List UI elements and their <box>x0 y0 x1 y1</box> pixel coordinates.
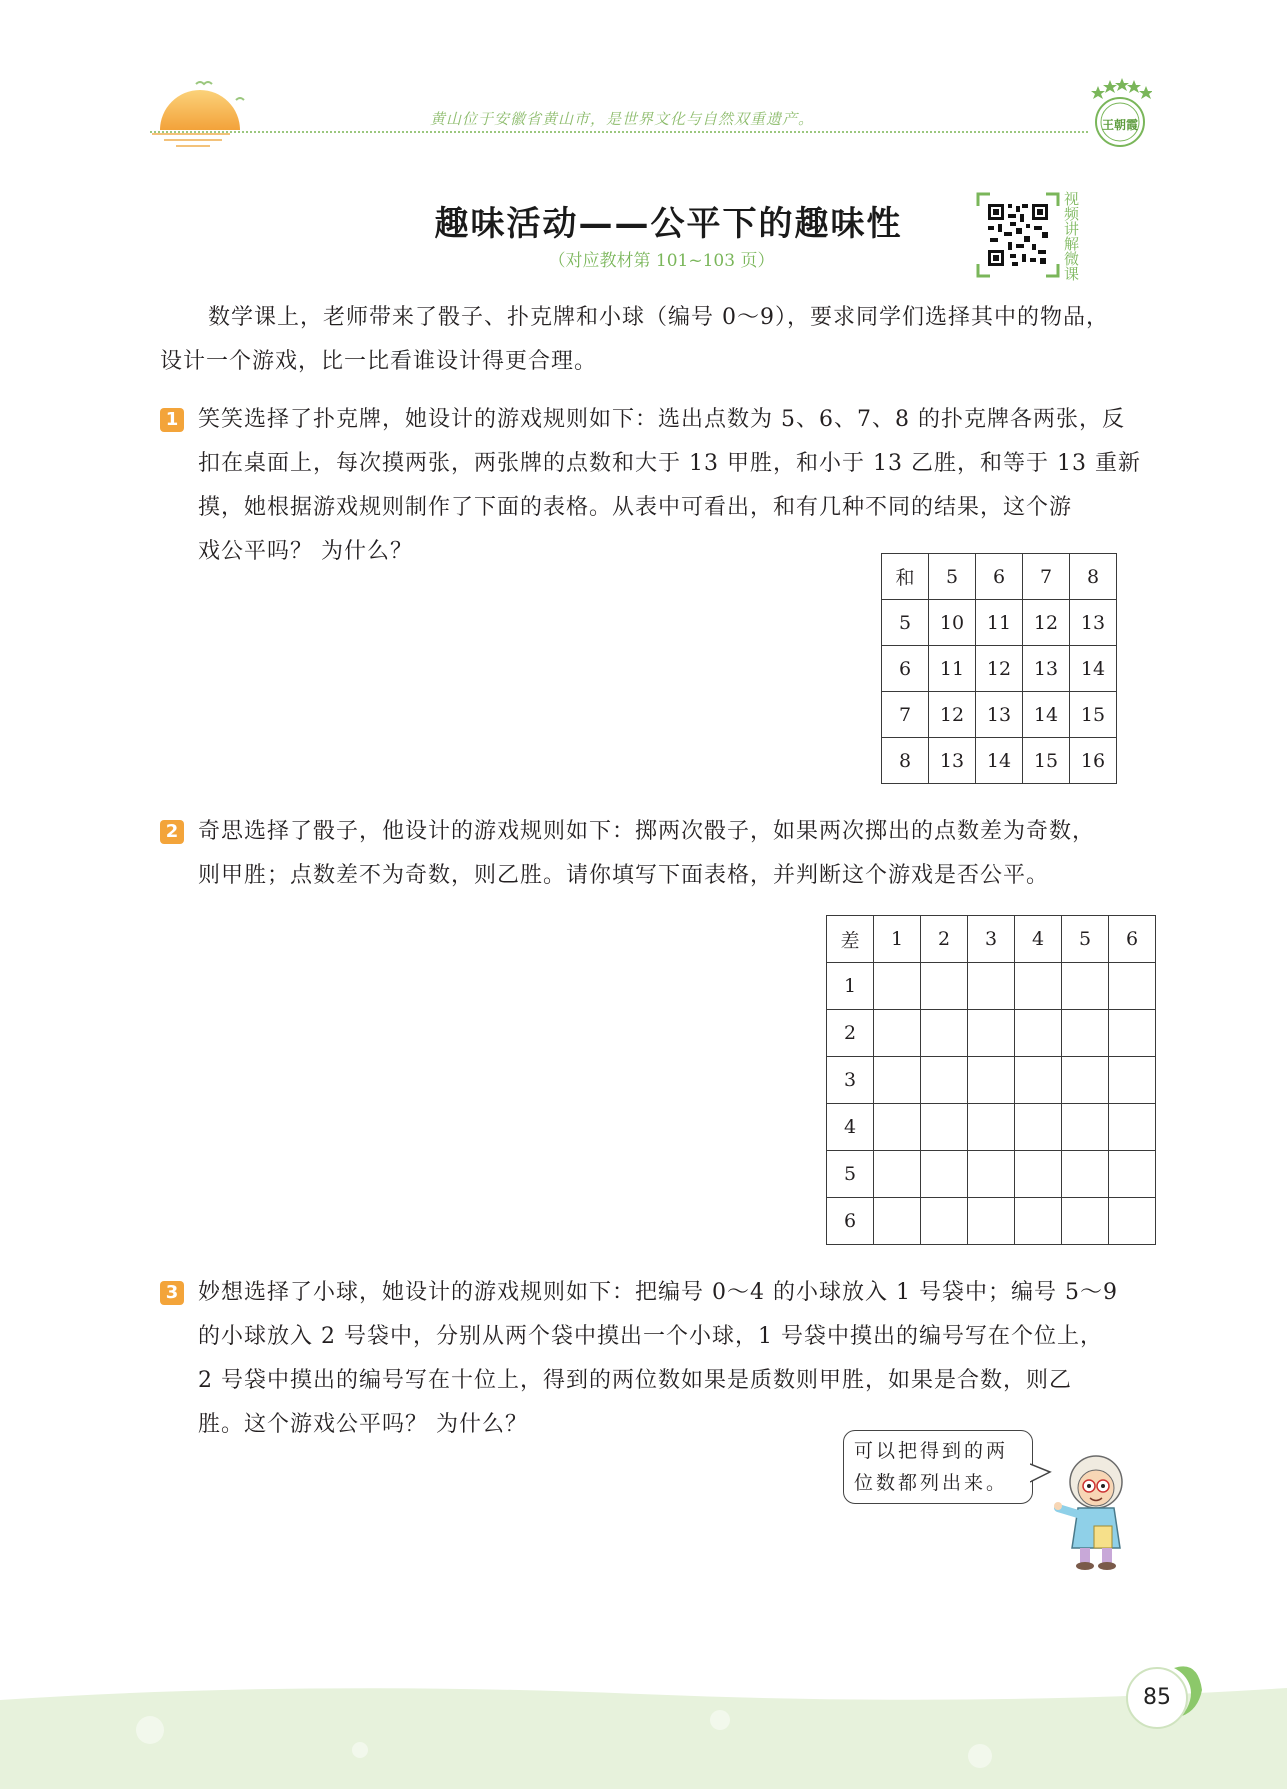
answer-cell[interactable] <box>1015 1057 1062 1104</box>
footer-decoration <box>0 1680 1287 1789</box>
answer-cell[interactable] <box>874 1151 921 1198</box>
question-number-badge: 1 <box>160 408 184 432</box>
answer-cell[interactable] <box>1015 1104 1062 1151</box>
table-row <box>882 692 1117 738</box>
table-row <box>827 1104 1156 1151</box>
table-cell: 5 <box>827 1151 874 1198</box>
table-cell: 2 <box>921 916 968 963</box>
answer-cell[interactable] <box>968 1104 1015 1151</box>
qr-code-block[interactable] <box>976 190 1082 283</box>
header-divider <box>150 131 1088 133</box>
answer-cell[interactable] <box>1062 1151 1109 1198</box>
bubble-line: 可以把得到的两 <box>854 1440 1009 1462</box>
answer-cell[interactable] <box>968 1010 1015 1057</box>
professor-character-icon <box>1050 1448 1140 1572</box>
table-row <box>882 600 1117 646</box>
answer-cell[interactable] <box>1015 1198 1062 1245</box>
table-cell: 8 <box>882 738 929 784</box>
intro-line: 设计一个游戏，比一比看谁设计得更合理。 <box>160 349 598 374</box>
table-cell: 13 <box>1023 646 1070 692</box>
answer-cell[interactable] <box>1109 1104 1156 1151</box>
answer-cell[interactable] <box>1109 1057 1156 1104</box>
table-cell: 6 <box>882 646 929 692</box>
answer-cell[interactable] <box>1015 1151 1062 1198</box>
table-cell: 1 <box>874 916 921 963</box>
table-row <box>827 1010 1156 1057</box>
answer-cell[interactable] <box>1062 1057 1109 1104</box>
table-cell: 1 <box>827 963 874 1010</box>
intro-paragraph <box>160 296 1160 384</box>
answer-cell[interactable] <box>921 1057 968 1104</box>
question-line: 摸，她根据游戏规则制作了下面的表格。从表中可看出，和有几种不同的结果，这个游 <box>198 495 1073 520</box>
question-1-text <box>198 398 1160 574</box>
question-line: 笑笑选择了扑克牌，她设计的游戏规则如下：选出点数为 5、6、7、8 的扑克牌各两张，反 <box>198 407 1125 432</box>
table-cell: 13 <box>929 738 976 784</box>
answer-cell[interactable] <box>1015 963 1062 1010</box>
page-title: 趣味活动——公平下的趣味性 <box>434 204 903 244</box>
answer-cell[interactable] <box>921 963 968 1010</box>
table-row <box>827 1057 1156 1104</box>
table-cell: 6 <box>976 554 1023 600</box>
question-number-badge: 3 <box>160 1281 184 1305</box>
table-cell: 11 <box>929 646 976 692</box>
table-row <box>827 1198 1156 1245</box>
answer-cell[interactable] <box>1109 963 1156 1010</box>
answer-cell[interactable] <box>921 1151 968 1198</box>
answer-cell[interactable] <box>1062 1198 1109 1245</box>
hint-speech-bubble <box>843 1430 1033 1504</box>
answer-cell[interactable] <box>1109 1151 1156 1198</box>
intro-line: 数学课上，老师带来了骰子、扑克牌和小球（编号 0～9），要求同学们选择其中的物品， <box>208 305 1109 330</box>
table-cell: 7 <box>882 692 929 738</box>
answer-cell[interactable] <box>968 1198 1015 1245</box>
sum-table <box>881 553 1117 784</box>
table-cell: 2 <box>827 1010 874 1057</box>
table-cell: 12 <box>976 646 1023 692</box>
qr-label: 视频讲解微课 <box>1064 190 1080 283</box>
table-cell: 5 <box>882 600 929 646</box>
table-cell: 12 <box>1023 600 1070 646</box>
question-3-text <box>198 1271 1160 1447</box>
table-cell: 5 <box>929 554 976 600</box>
brand-badge <box>1088 76 1152 152</box>
table-cell: 7 <box>1023 554 1070 600</box>
difference-table[interactable] <box>826 915 1156 1245</box>
answer-cell[interactable] <box>1062 1104 1109 1151</box>
table-cell: 5 <box>1062 916 1109 963</box>
table-cell: 13 <box>1070 600 1117 646</box>
bubble-line: 位数都列出来。 <box>854 1472 1009 1494</box>
answer-cell[interactable] <box>968 1057 1015 1104</box>
answer-cell[interactable] <box>1062 963 1109 1010</box>
table-cell: 6 <box>1109 916 1156 963</box>
header-slogan: 黄山位于安徽省黄山市，是世界文化与自然双重遗产。 <box>430 110 815 128</box>
table-cell: 14 <box>976 738 1023 784</box>
table-cell: 4 <box>1015 916 1062 963</box>
table-row <box>882 646 1117 692</box>
table-cell: 3 <box>827 1057 874 1104</box>
table-cell: 3 <box>968 916 1015 963</box>
sun-logo-icon <box>150 72 260 152</box>
answer-cell[interactable] <box>874 1104 921 1151</box>
table-cell: 8 <box>1070 554 1117 600</box>
answer-cell[interactable] <box>874 963 921 1010</box>
table-cell: 4 <box>827 1104 874 1151</box>
question-line: 扣在桌面上，每次摸两张，两张牌的点数和大于 13 甲胜，和小于 13 乙胜，和等于 13 重新 <box>198 451 1141 476</box>
answer-cell[interactable] <box>874 1198 921 1245</box>
page-subtitle: （对应教材第 101~103 页） <box>548 251 775 271</box>
page-number: 85 <box>1126 1667 1188 1729</box>
table-cell: 15 <box>1070 692 1117 738</box>
answer-cell[interactable] <box>874 1057 921 1104</box>
question-line: 则甲胜；点数差不为奇数，则乙胜。请你填写下面表格，并判断这个游戏是否公平。 <box>198 863 1050 888</box>
table-cell: 11 <box>976 600 1023 646</box>
question-line: 奇思选择了骰子，他设计的游戏规则如下：掷两次骰子，如果两次掷出的点数差为奇数， <box>198 819 1096 844</box>
table-row <box>827 1151 1156 1198</box>
table-row <box>827 916 1156 963</box>
brand-text: 王朝霞 <box>1101 118 1138 132</box>
table-cell: 差 <box>827 916 874 963</box>
table-cell: 13 <box>976 692 1023 738</box>
brand-star-icon <box>1088 76 1152 152</box>
question-line: 2 号袋中摸出的编号写在十位上，得到的两位数如果是质数则甲胜，如果是合数，则乙 <box>198 1368 1072 1393</box>
table-cell: 14 <box>1023 692 1070 738</box>
table-cell: 15 <box>1023 738 1070 784</box>
answer-cell[interactable] <box>921 1010 968 1057</box>
question-number-badge: 2 <box>160 820 184 844</box>
answer-cell[interactable] <box>921 1104 968 1151</box>
table-cell: 14 <box>1070 646 1117 692</box>
answer-cell[interactable] <box>1109 1010 1156 1057</box>
question-line: 胜。这个游戏公平吗？ 为什么？ <box>198 1412 528 1437</box>
table-cell: 10 <box>929 600 976 646</box>
table-row <box>882 554 1117 600</box>
question-line: 的小球放入 2 号袋中，分别从两个袋中摸出一个小球，1 号袋中摸出的编号写在个位上， <box>198 1324 1103 1349</box>
table-cell: 6 <box>827 1198 874 1245</box>
answer-cell[interactable] <box>874 1010 921 1057</box>
answer-cell[interactable] <box>968 1151 1015 1198</box>
answer-cell[interactable] <box>1109 1198 1156 1245</box>
table-cell: 和 <box>882 554 929 600</box>
answer-cell[interactable] <box>1062 1010 1109 1057</box>
bubble-tail-icon <box>1030 1462 1052 1486</box>
question-2-text <box>198 810 1160 898</box>
table-row <box>882 738 1117 784</box>
answer-cell[interactable] <box>1015 1010 1062 1057</box>
question-line: 戏公平吗？ 为什么？ <box>198 539 413 564</box>
answer-cell[interactable] <box>968 963 1015 1010</box>
table-cell: 16 <box>1070 738 1117 784</box>
question-line: 妙想选择了小球，她设计的游戏规则如下：把编号 0～4 的小球放入 1 号袋中；编号 5～9 <box>198 1280 1118 1305</box>
qr-code-icon[interactable] <box>976 192 1060 278</box>
table-row <box>827 963 1156 1010</box>
table-cell: 12 <box>929 692 976 738</box>
answer-cell[interactable] <box>921 1198 968 1245</box>
